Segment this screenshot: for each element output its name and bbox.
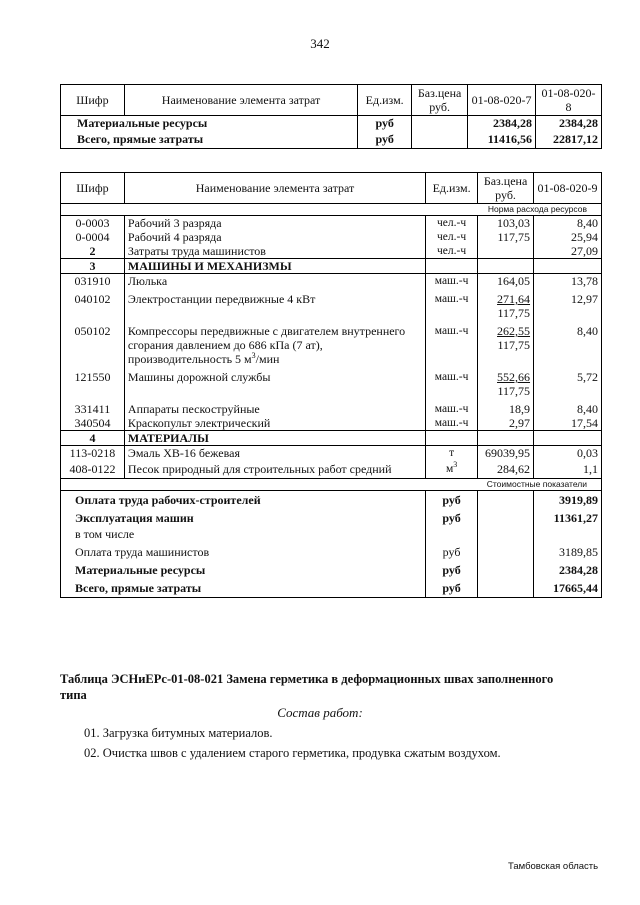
row-unit: т <box>426 446 478 461</box>
row-unit: маш.-ч <box>426 398 478 416</box>
total-value: 2384,28 <box>534 561 602 579</box>
row-unit: руб <box>358 132 412 149</box>
row-name: Электростанции передвижные 4 кВт <box>124 288 425 320</box>
total-name: Всего, прямые затраты <box>61 579 426 598</box>
col-header-unit: Ед.изм. <box>426 173 478 204</box>
row-name: Рабочий 4 разряда <box>124 230 425 244</box>
total-unit: руб <box>426 491 478 510</box>
name-line-3-end: /мин <box>255 352 280 366</box>
row-code: 050102 <box>61 320 125 366</box>
totals-row <box>61 509 602 527</box>
row-name: Рабочий 3 разряда <box>124 216 425 231</box>
total-unit: руб <box>426 509 478 527</box>
table-row <box>61 460 602 479</box>
totals-row <box>61 561 602 579</box>
work-item: 01. Загрузка битумных материалов. <box>84 726 273 740</box>
totals-row <box>61 491 602 510</box>
table-row <box>61 216 602 231</box>
total-value: 11361,27 <box>534 509 602 527</box>
row-unit: чел.-ч <box>426 216 478 231</box>
row-value-1: 2384,28 <box>468 116 536 133</box>
col-header-unit: Ед.изм. <box>358 85 412 116</box>
page-number: 342 <box>310 36 330 51</box>
col-header-020-7: 01-08-020-7 <box>468 85 536 116</box>
row-name: Люлька <box>124 274 425 289</box>
table-row <box>61 244 602 259</box>
row-code: 040102 <box>61 288 125 320</box>
total-unit: руб <box>426 543 478 561</box>
row-code: 3 <box>61 259 125 274</box>
row-price: 69039,95 <box>478 446 534 461</box>
row-code: 4 <box>61 431 125 446</box>
row-name: Затраты труда машинистов <box>124 244 425 259</box>
col-header-code: Шифр <box>61 173 125 204</box>
name-line-3: производительность 5 м <box>127 352 252 366</box>
row-unit: чел.-ч <box>426 230 478 244</box>
row-value: 8,40 <box>534 216 602 231</box>
row-code: 331411 <box>61 398 125 416</box>
row-code: 113-0218 <box>61 446 125 461</box>
table-row <box>61 288 602 320</box>
row-value: 8,40 <box>534 398 602 416</box>
row-name <box>124 320 425 366</box>
col-header-price: Баз.цена руб. <box>478 173 534 204</box>
row-price: 18,9 <box>478 398 534 416</box>
total-unit: руб <box>426 561 478 579</box>
row-name: Песок природный для строительных работ средний <box>124 460 425 479</box>
row-name: Эмаль ХВ-16 бежевая <box>124 446 425 461</box>
row-price <box>478 320 534 366</box>
row-value: 1,1 <box>534 460 602 479</box>
price-secondary: 117,75 <box>497 384 531 398</box>
name-sup: 3 <box>251 351 256 360</box>
table-row <box>61 274 602 289</box>
row-price: 103,03 <box>478 216 534 231</box>
col-header-price: Баз.цена руб. <box>412 85 468 116</box>
totals-row <box>61 543 602 561</box>
row-unit: маш.-ч <box>426 274 478 289</box>
row-code: 121550 <box>61 366 125 398</box>
row-code: 0-0003 <box>61 216 125 231</box>
row-value: 27,09 <box>534 244 602 259</box>
row-code: 0-0004 <box>61 230 125 244</box>
totals-row <box>61 527 602 543</box>
total-name: Материальные ресурсы <box>61 561 426 579</box>
row-name: Машины дорожной службы <box>124 366 425 398</box>
row-price: 284,62 <box>478 460 534 479</box>
row-value-2: 22817,12 <box>536 132 602 149</box>
total-unit <box>426 527 478 543</box>
price-secondary: 117,75 <box>497 338 531 352</box>
total-name: в том числе <box>61 527 426 543</box>
row-value: 17,54 <box>534 416 602 431</box>
table-row <box>61 446 602 461</box>
total-name: Оплата труда машинистов <box>61 543 426 561</box>
totals-row <box>61 579 602 598</box>
row-name: Материальные ресурсы <box>61 116 358 133</box>
row-price <box>478 288 534 320</box>
price-main: 262,55 <box>497 324 531 338</box>
row-value-1: 11416,56 <box>468 132 536 149</box>
table-caption: Таблица ЭСНиЕРс-01-08-021 Замена герметика в деформационных швах заполненного типа <box>60 672 554 702</box>
col-header-name: Наименование элемента затрат <box>124 173 425 204</box>
row-name: Всего, прямые затраты <box>61 132 358 149</box>
row-price <box>412 132 468 149</box>
table-row <box>61 416 602 431</box>
price-main: 271,64 <box>497 292 531 306</box>
row-value: 8,40 <box>534 320 602 366</box>
table-header-row <box>61 85 602 116</box>
col-header-020-9: 01-08-020-9 <box>534 173 602 204</box>
name-line-1: Компрессоры передвижные с двигателем внутреннего <box>127 324 406 338</box>
norm-label: Норма расхода ресурсов <box>61 204 602 216</box>
row-code: 408-0122 <box>61 460 125 479</box>
table-row <box>61 230 602 244</box>
col-header-code: Шифр <box>61 85 125 116</box>
total-unit: руб <box>426 579 478 598</box>
total-value: 3189,85 <box>534 543 602 561</box>
section-row-machines <box>61 259 602 274</box>
row-price: 164,05 <box>478 274 534 289</box>
summary-table-1 <box>60 84 602 149</box>
row-value: 25,94 <box>534 230 602 244</box>
total-value: 3919,89 <box>534 491 602 510</box>
cost-label: Стоимостные показатели <box>61 479 602 491</box>
table-header-row <box>61 173 602 204</box>
row-code: 2 <box>61 244 125 259</box>
row-value-2: 2384,28 <box>536 116 602 133</box>
row-name: Аппараты пескоструйные <box>124 398 425 416</box>
row-price: 2,97 <box>478 416 534 431</box>
row-value: 5,72 <box>534 366 602 398</box>
row-unit: руб <box>358 116 412 133</box>
name-line-2: сгорания давлением до 686 кПа (7 ат), <box>127 338 323 352</box>
table-row <box>61 116 602 133</box>
col-header-020-8: 01-08-020-8 <box>536 85 602 116</box>
row-unit: чел.-ч <box>426 244 478 259</box>
row-code: 031910 <box>61 274 125 289</box>
row-value: 0,03 <box>534 446 602 461</box>
total-name: Оплата труда рабочих-строителей <box>61 491 426 510</box>
row-unit: $м^3$ <box>426 460 478 479</box>
resource-table <box>60 172 602 598</box>
row-value: 12,97 <box>534 288 602 320</box>
row-value: 13,78 <box>534 274 602 289</box>
section-row-materials <box>61 431 602 446</box>
row-unit: маш.-ч <box>426 320 478 366</box>
section-title: МАШИНЫ И МЕХАНИЗМЫ <box>124 259 425 274</box>
price-main: 552,66 <box>497 370 531 384</box>
section-title: МАТЕРИАЛЫ <box>124 431 425 446</box>
row-code: 340504 <box>61 416 125 431</box>
table-row <box>61 366 602 398</box>
row-price: 117,75 <box>478 230 534 244</box>
footer-region: Тамбовская область <box>508 861 599 872</box>
row-unit: маш.-ч <box>426 288 478 320</box>
row-name: Краскопульт электрический <box>124 416 425 431</box>
row-price <box>478 244 534 259</box>
row-price <box>478 366 534 398</box>
work-item: 02. Очистка швов с удалением старого герметика, продувка сжатым воздухом. <box>84 746 501 760</box>
row-unit: маш.-ч <box>426 416 478 431</box>
total-value <box>534 527 602 543</box>
row-unit: маш.-ч <box>426 366 478 398</box>
total-value: 17665,44 <box>534 579 602 598</box>
table-row <box>61 132 602 149</box>
table-row <box>61 398 602 416</box>
row-price <box>412 116 468 133</box>
price-secondary: 117,75 <box>497 306 531 320</box>
work-composition-title: Состав работ: <box>277 705 363 720</box>
total-name: Эксплуатация машин <box>61 509 426 527</box>
col-header-name: Наименование элемента затрат <box>124 85 357 116</box>
table-row <box>61 320 602 366</box>
